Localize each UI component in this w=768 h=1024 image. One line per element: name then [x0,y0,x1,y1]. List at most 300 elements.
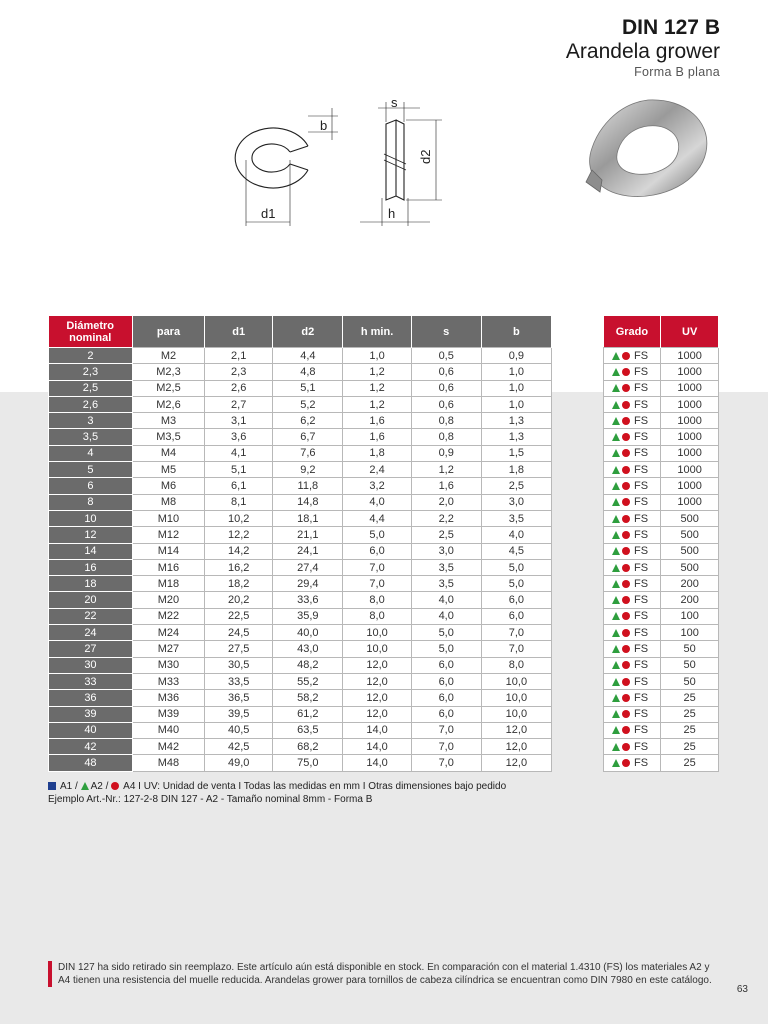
table-cell: 8,0 [343,608,411,624]
row-key-cell: 30 [49,657,133,673]
table-row [49,755,552,771]
grade-cell [604,690,661,706]
row-key-cell: 2,6 [49,396,133,412]
col-uv: UV [661,316,719,348]
table-row [49,445,552,461]
row-key-cell: 48 [49,755,133,771]
table-row [49,625,552,641]
grade-cell [604,364,661,380]
grade-row [604,657,719,673]
table-cell: 0,6 [411,380,481,396]
a2-triangle-icon [612,433,620,441]
table-cell: 7,6 [273,445,343,461]
table-cell: 4,0 [411,592,481,608]
grade-cell [604,380,661,396]
dimensions-table [48,316,552,772]
table-cell: 12,0 [343,706,411,722]
grade-row [604,510,719,526]
table-row [49,462,552,478]
uv-cell: 25 [661,755,719,771]
uv-cell: 1000 [661,413,719,429]
table-cell: 1,8 [343,445,411,461]
table-row [49,494,552,510]
table-cell: 2,6 [205,380,273,396]
grade-cell [604,641,661,657]
uv-cell: 50 [661,657,719,673]
grade-row [604,673,719,689]
table-cell: 1,0 [481,396,551,412]
table-cell: 68,2 [273,739,343,755]
grade-cell [604,445,661,461]
uv-cell: 100 [661,608,719,624]
grade-cell [604,576,661,592]
table-cell: 7,0 [343,559,411,575]
table-cell: 4,8 [273,364,343,380]
a4-circle-icon [622,531,630,539]
legend-a2: A2 [90,781,103,792]
grade-cell [604,706,661,722]
table-cell: 6,0 [411,690,481,706]
grade-row [604,576,719,592]
table-cell: M16 [132,559,204,575]
grade-row [604,592,719,608]
col-s: s [411,316,481,348]
grade-label: FS [634,414,649,427]
table-cell: 3,5 [411,559,481,575]
table-cell: 55,2 [273,673,343,689]
page-number: 63 [736,984,748,995]
table-cell: 5,0 [343,527,411,543]
row-key-cell: 42 [49,739,133,755]
a1-square-icon [48,782,56,790]
table-row [49,543,552,559]
legend-sep-1: / [75,781,78,792]
a4-circle-icon [622,498,630,506]
table-cell: 3,0 [411,543,481,559]
legend-a4: A4 [123,781,136,792]
table-cell: M30 [132,657,204,673]
table-cell: 10,0 [481,673,551,689]
table-cell: 5,2 [273,396,343,412]
table-cell: 1,0 [481,364,551,380]
table-cell: 1,2 [343,380,411,396]
table-cell: 33,6 [273,592,343,608]
table-cell: M48 [132,755,204,771]
a2-triangle-icon [612,661,620,669]
table-cell: M2,5 [132,380,204,396]
table-cell: 2,5 [411,527,481,543]
a4-circle-icon [622,759,630,767]
example-article: Ejemplo Art.-Nr.: 127-2-8 DIN 127 - A2 - Tamaño nominal 8mm - Forma B [48,794,373,805]
table-cell: 4,1 [205,445,273,461]
label-h: h [388,206,396,221]
grade-label: FS [634,594,649,607]
washer-photo [578,90,718,212]
a2-triangle-icon [81,782,89,790]
legend-sep-2: / [105,781,109,792]
footnote: DIN 127 ha sido retirado sin reemplazo. Este artículo aún está disponible en stock. En comparación con el material 1.4310 (FS) los materiales A2 y A4 tienen una resistencia del muelle reducida. Arandelas grower para tornillos de cabeza cilíndrica se encuentran como DIN 7980 en este catálogo. [48,961,718,987]
table-cell: 12,0 [481,739,551,755]
table-cell: 2,2 [411,510,481,526]
table-cell: 27,5 [205,641,273,657]
a2-triangle-icon [612,612,620,620]
table-cell: 24,1 [273,543,343,559]
a2-triangle-icon [612,449,620,457]
table-cell: 3,6 [205,429,273,445]
grade-cell [604,673,661,689]
grade-label: FS [634,740,649,753]
a2-triangle-icon [612,466,620,474]
grade-label: FS [634,642,649,655]
grade-cell [604,462,661,478]
table-cell: 9,2 [273,462,343,478]
a2-triangle-icon [612,401,620,409]
grade-row [604,445,719,461]
grade-row [604,348,719,364]
uv-cell: 1000 [661,429,719,445]
table-cell: M3 [132,413,204,429]
a2-triangle-icon [612,759,620,767]
table-cell: 36,5 [205,690,273,706]
label-s: s [391,95,398,110]
uv-cell: 1000 [661,396,719,412]
table-cell: 30,5 [205,657,273,673]
grade-row [604,722,719,738]
table-cell: 40,0 [273,625,343,641]
grade-row [604,641,719,657]
a4-circle-icon [622,466,630,474]
table-cell: 0,6 [411,364,481,380]
grade-table [603,316,719,772]
table-row [49,364,552,380]
uv-cell: 100 [661,625,719,641]
a2-triangle-icon [612,564,620,572]
a4-circle-icon [622,482,630,490]
table-cell: 6,0 [481,592,551,608]
col-diametro: Diámetro nominal [49,316,133,348]
grade-label: FS [634,675,649,688]
grade-label: FS [634,349,649,362]
grade-header-row [604,316,719,348]
table-cell: 0,5 [411,348,481,364]
a4-circle-icon [111,782,119,790]
page-title: DIN 127 B [621,16,720,39]
table-cell: 5,0 [411,625,481,641]
grade-cell [604,722,661,738]
a4-circle-icon [622,515,630,523]
row-key-cell: 18 [49,576,133,592]
table-cell: 7,0 [411,755,481,771]
table-cell: 12,0 [343,673,411,689]
uv-cell: 1000 [661,380,719,396]
table-cell: M42 [132,739,204,755]
uv-cell: 25 [661,690,719,706]
table-cell: 5,1 [273,380,343,396]
table-cell: 4,4 [273,348,343,364]
grade-cell [604,657,661,673]
table-cell: 1,5 [481,445,551,461]
table-cell: 6,0 [411,673,481,689]
table-cell: 40,5 [205,722,273,738]
a4-circle-icon [622,368,630,376]
table-cell: 8,0 [343,592,411,608]
grade-row [604,739,719,755]
col-d2: d2 [273,316,343,348]
table-cell: 49,0 [205,755,273,771]
a4-circle-icon [622,694,630,702]
table-row [49,429,552,445]
table-cell: 18,2 [205,576,273,592]
table-cell: 3,0 [481,494,551,510]
col-hmin: h min. [343,316,411,348]
table-cell: 1,2 [343,364,411,380]
table-row [49,413,552,429]
table-cell: M33 [132,673,204,689]
grade-label: FS [634,577,649,590]
grade-label: FS [634,691,649,704]
uv-cell: 500 [661,510,719,526]
a2-triangle-icon [612,531,620,539]
table-cell: 3,5 [411,576,481,592]
grade-label: FS [634,626,649,639]
dimensions-header-row [49,316,552,348]
table-cell: M6 [132,478,204,494]
table-cell: 14,8 [273,494,343,510]
grade-label: FS [634,447,649,460]
table-cell: 2,1 [205,348,273,364]
grade-row [604,364,719,380]
table-cell: 22,5 [205,608,273,624]
table-cell: M10 [132,510,204,526]
table-cell: 2,3 [205,364,273,380]
grade-cell [604,396,661,412]
a2-triangle-icon [612,417,620,425]
grade-cell [604,755,661,771]
uv-cell: 1000 [661,462,719,478]
table-cell: 2,7 [205,396,273,412]
table-cell: 14,2 [205,543,273,559]
table-cell: 7,0 [343,576,411,592]
table-cell: 10,2 [205,510,273,526]
a4-circle-icon [622,612,630,620]
grade-row [604,755,719,771]
table-cell: 8,1 [205,494,273,510]
row-key-cell: 8 [49,494,133,510]
a2-triangle-icon [612,743,620,751]
legend-text: I UV: Unidad de venta I Todas las medidas en mm I Otras dimensiones bajo pedido [138,781,507,792]
table-cell: 10,0 [481,706,551,722]
table-cell: 10,0 [343,625,411,641]
table-row [49,690,552,706]
technical-drawing [220,94,450,230]
uv-cell: 200 [661,592,719,608]
a2-triangle-icon [612,629,620,637]
table-cell: M20 [132,592,204,608]
grade-label: FS [634,659,649,672]
grade-label: FS [634,365,649,378]
grade-cell [604,527,661,543]
table-cell: 12,0 [343,690,411,706]
uv-cell: 1000 [661,494,719,510]
row-key-cell: 6 [49,478,133,494]
table-row [49,608,552,624]
grade-label: FS [634,512,649,525]
uv-cell: 25 [661,722,719,738]
grade-label: FS [634,757,649,770]
table-cell: 61,2 [273,706,343,722]
table-cell: M40 [132,722,204,738]
a2-triangle-icon [612,368,620,376]
table-cell: 6,0 [481,608,551,624]
table-cell: 10,0 [343,641,411,657]
a4-circle-icon [622,401,630,409]
table-cell: 14,0 [343,755,411,771]
grade-label: FS [634,398,649,411]
a2-triangle-icon [612,384,620,392]
grade-cell [604,543,661,559]
grade-cell [604,739,661,755]
a4-circle-icon [622,417,630,425]
a4-circle-icon [622,726,630,734]
a2-triangle-icon [612,710,620,718]
grade-cell [604,510,661,526]
grade-row [604,478,719,494]
table-cell: 2,4 [343,462,411,478]
table-cell: 42,5 [205,739,273,755]
table-cell: 0,9 [481,348,551,364]
table-cell: 48,2 [273,657,343,673]
table-cell: 33,5 [205,673,273,689]
uv-cell: 50 [661,641,719,657]
a4-circle-icon [622,580,630,588]
grade-label: FS [634,431,649,444]
table-cell: M2,3 [132,364,204,380]
grade-cell [604,625,661,641]
table-row [49,396,552,412]
table-cell: 6,7 [273,429,343,445]
row-key-cell: 2 [49,348,133,364]
table-cell: 6,1 [205,478,273,494]
grade-row [604,543,719,559]
a4-circle-icon [622,547,630,555]
table-row [49,722,552,738]
grade-row [604,462,719,478]
table-cell: 14,0 [343,739,411,755]
a4-circle-icon [622,564,630,572]
row-key-cell: 20 [49,592,133,608]
a2-triangle-icon [612,580,620,588]
table-cell: 0,6 [411,396,481,412]
uv-cell: 25 [661,706,719,722]
row-key-cell: 24 [49,625,133,641]
table-row [49,739,552,755]
table-cell: 43,0 [273,641,343,657]
grade-label: FS [634,708,649,721]
table-cell: 1,0 [481,380,551,396]
table-cell: 21,1 [273,527,343,543]
uv-cell: 500 [661,543,719,559]
table-cell: 12,0 [481,755,551,771]
grade-cell [604,494,661,510]
table-cell: 0,8 [411,413,481,429]
table-cell: 1,2 [343,396,411,412]
a4-circle-icon [622,629,630,637]
table-cell: 0,8 [411,429,481,445]
table-cell: M4 [132,445,204,461]
col-para: para [132,316,204,348]
table-cell: 3,2 [343,478,411,494]
grade-cell [604,608,661,624]
row-key-cell: 33 [49,673,133,689]
table-cell: 10,0 [481,690,551,706]
table-cell: 5,0 [481,576,551,592]
table-cell: 58,2 [273,690,343,706]
grade-row [604,494,719,510]
table-cell: M39 [132,706,204,722]
table-cell: 1,6 [343,413,411,429]
table-cell: M2,6 [132,396,204,412]
grade-label: FS [634,528,649,541]
table-row [49,641,552,657]
uv-cell: 25 [661,739,719,755]
col-grado: Grado [604,316,661,348]
a2-triangle-icon [612,596,620,604]
table-cell: 1,3 [481,429,551,445]
table-cell: M14 [132,543,204,559]
grade-label: FS [634,724,649,737]
table-cell: M12 [132,527,204,543]
table-cell: 6,0 [343,543,411,559]
a2-triangle-icon [612,645,620,653]
grade-row [604,429,719,445]
grade-label: FS [634,496,649,509]
a4-circle-icon [622,678,630,686]
grade-cell [604,478,661,494]
table-cell: 6,0 [411,657,481,673]
table-cell: 5,0 [481,559,551,575]
table-cell: M2 [132,348,204,364]
table-cell: 8,0 [481,657,551,673]
a4-circle-icon [622,645,630,653]
a2-triangle-icon [612,515,620,523]
a2-triangle-icon [612,352,620,360]
table-cell: 7,0 [411,722,481,738]
table-cell: 75,0 [273,755,343,771]
row-key-cell: 39 [49,706,133,722]
table-cell: 27,4 [273,559,343,575]
a4-circle-icon [622,384,630,392]
table-cell: 7,0 [481,625,551,641]
row-key-cell: 40 [49,722,133,738]
table-cell: M3,5 [132,429,204,445]
label-b: b [320,118,328,133]
row-key-cell: 36 [49,690,133,706]
grade-cell [604,592,661,608]
table-cell: 1,0 [343,348,411,364]
page-header [566,16,720,80]
table-cell: 3,1 [205,413,273,429]
table-cell: 7,0 [481,641,551,657]
page-subtitle: Arandela grower [565,40,720,63]
table-cell: 4,0 [481,527,551,543]
uv-cell: 1000 [661,364,719,380]
table-cell: 4,5 [481,543,551,559]
a2-triangle-icon [612,678,620,686]
a2-triangle-icon [612,726,620,734]
table-cell: 4,0 [411,608,481,624]
table-row [49,348,552,364]
table-cell: 5,0 [411,641,481,657]
